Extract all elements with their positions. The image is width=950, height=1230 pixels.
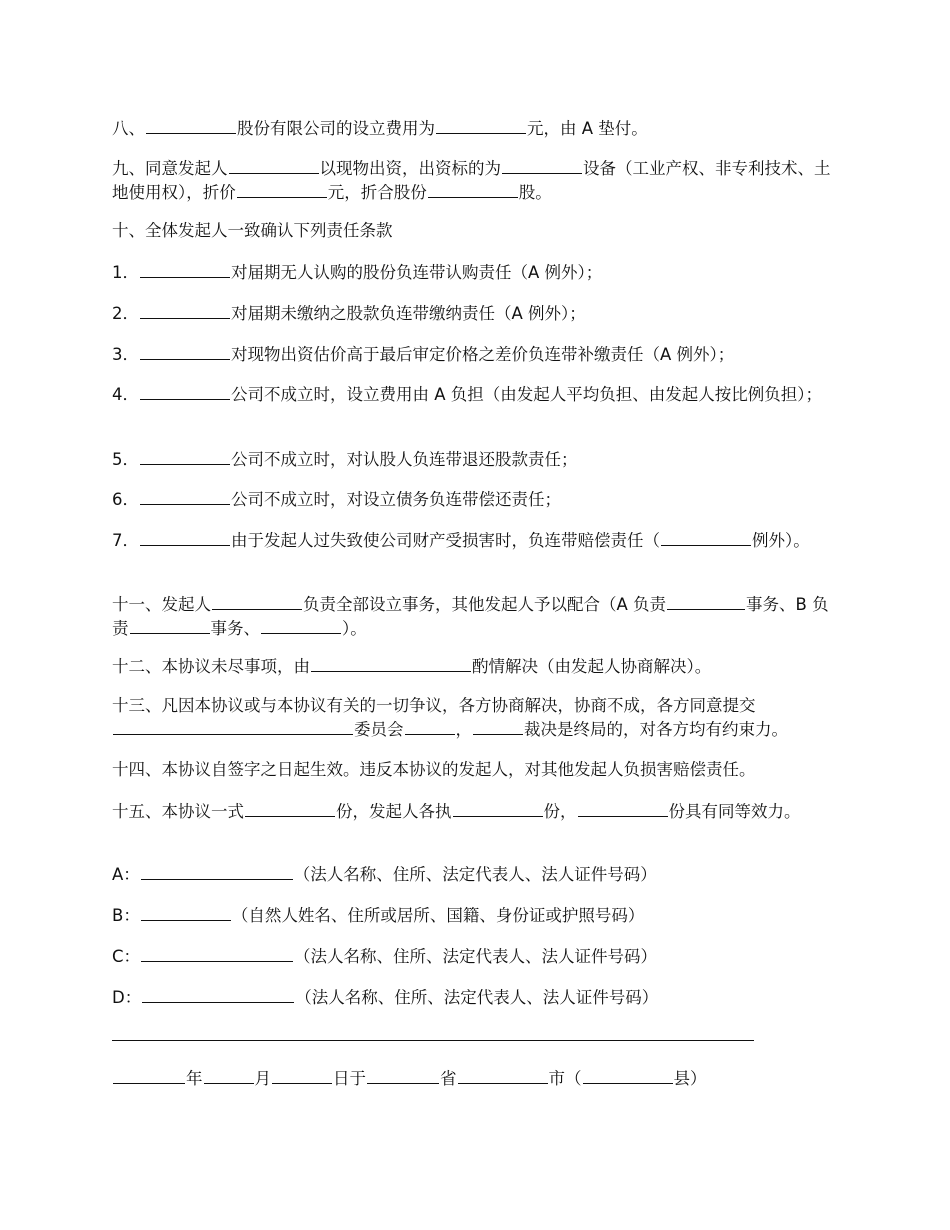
blank[interactable] <box>667 592 745 610</box>
blank[interactable] <box>436 116 526 134</box>
signatory-note: （法人名称、住所、法定代表人、法人证件号码） <box>293 865 657 884</box>
item-text: 对届期未缴纳之股款负连带缴纳责任（A 例外）； <box>231 304 586 323</box>
signatory-label: B： <box>112 906 140 925</box>
blank[interactable] <box>473 717 523 735</box>
province-label: 省 <box>440 1069 457 1088</box>
clause-9-text2: 设备（工业产权、非专利技术、土地使用权），折价 <box>112 159 831 202</box>
item-text: 公司不成立时，对设立债务负连带偿还责任； <box>231 490 561 509</box>
blank-day[interactable] <box>272 1066 332 1084</box>
blank[interactable] <box>140 528 230 546</box>
date-location-line <box>112 1066 842 1090</box>
blank[interactable] <box>428 180 518 198</box>
item-text: 公司不成立时，设立费用由 A 负担（由发起人平均负担、由发起人按比例负担）； <box>231 385 823 404</box>
clause-13 <box>112 695 842 741</box>
month-label: 月 <box>254 1069 271 1088</box>
signatory-c <box>112 944 842 968</box>
divider-line <box>112 1040 754 1041</box>
blank-month[interactable] <box>204 1066 254 1084</box>
clause-11-text2: 事务、B 负责 <box>112 595 829 638</box>
day-label: 日于 <box>333 1069 366 1088</box>
clause-11-text3: 事务、 <box>210 619 260 638</box>
signatory-label: A： <box>112 865 140 884</box>
item-4 <box>112 382 842 406</box>
clause-9-text: 以现物出资，出资标的为 <box>319 159 501 178</box>
blank[interactable] <box>141 903 231 921</box>
blank[interactable] <box>113 717 353 735</box>
signatory-a <box>112 862 842 886</box>
item-text: 公司不成立时，对认股人负连带退还股款责任； <box>231 450 578 469</box>
blank[interactable] <box>141 862 293 880</box>
item-6 <box>112 487 842 511</box>
clause-15-prefix: 十五、本协议一式 <box>112 802 244 821</box>
item-number: 3． <box>112 345 139 364</box>
clause-8 <box>112 116 842 140</box>
blank[interactable] <box>578 799 668 817</box>
blank[interactable] <box>229 156 319 174</box>
clause-8-end: 元，由 A 垫付。 <box>527 119 648 138</box>
item-7 <box>112 528 842 552</box>
clause-10: 十、全体发起人一致确认下列责任条款 <box>112 221 393 240</box>
clause-15-end: 份具有同等效力。 <box>668 802 801 821</box>
clause-13-text: 委员会 <box>354 720 404 739</box>
blank[interactable] <box>130 616 210 634</box>
blank-year[interactable] <box>113 1066 185 1084</box>
clause-15-text2: 份， <box>543 802 577 821</box>
item-text-end: 例外）。 <box>752 531 810 550</box>
clause-8-prefix: 八、 <box>112 119 145 138</box>
clause-15 <box>112 799 842 823</box>
clause-13-comma: ， <box>455 720 472 739</box>
clause-11-end: ）。 <box>342 619 367 638</box>
signatory-note: （法人名称、住所、法定代表人、法人证件号码） <box>295 988 659 1007</box>
blank[interactable] <box>261 616 341 634</box>
blank[interactable] <box>140 382 230 400</box>
item-5 <box>112 447 842 471</box>
clause-8-text: 股份有限公司的设立费用为 <box>237 119 435 138</box>
blank-county[interactable] <box>583 1066 673 1084</box>
blank[interactable] <box>661 528 751 546</box>
clause-11-prefix: 十一、发起人 <box>112 595 211 614</box>
clause-9-end: 股。 <box>518 183 552 202</box>
clause-11 <box>112 592 842 640</box>
blank[interactable] <box>237 180 327 198</box>
item-number: 5． <box>112 450 139 469</box>
blank[interactable] <box>405 717 455 735</box>
signatory-label: D： <box>112 988 142 1007</box>
signatory-note: （法人名称、住所、法定代表人、法人证件号码） <box>294 947 658 966</box>
blank[interactable] <box>245 799 335 817</box>
county-label: 县） <box>673 1069 707 1088</box>
clause-13-end: 裁决是终局的，对各方均有约束力。 <box>524 720 788 739</box>
blank[interactable] <box>142 985 294 1003</box>
clause-14: 十四、本协议自签字之日起生效。违反本协议的发起人，对其他发起人负损害赔偿责任。 <box>112 760 756 779</box>
clause-12-prefix: 十二、本协议未尽事项，由 <box>112 657 310 676</box>
item-text: 对现物出资估价高于最后审定价格之差价负连带补缴责任（A 例外）； <box>231 345 735 364</box>
blank[interactable] <box>311 654 471 672</box>
blank[interactable] <box>140 487 230 505</box>
signatory-d <box>112 985 842 1009</box>
signatory-b <box>112 903 842 927</box>
city-label: 市（ <box>548 1069 582 1088</box>
blank[interactable] <box>140 342 230 360</box>
item-text: 对届期无人认购的股份负连带认购责任（A 例外）； <box>231 263 603 282</box>
blank[interactable] <box>141 944 293 962</box>
item-3 <box>112 342 842 366</box>
blank[interactable] <box>140 447 230 465</box>
item-number: 7． <box>112 531 139 550</box>
item-text: 由于发起人过失致使公司财产受损害时，负连带赔偿责任（ <box>231 531 660 550</box>
clause-9 <box>112 156 842 204</box>
item-number: 2． <box>112 304 139 323</box>
clause-12 <box>112 654 842 678</box>
signatory-label: C： <box>112 947 141 966</box>
clause-9-prefix: 九、同意发起人 <box>112 159 228 178</box>
blank-province[interactable] <box>367 1066 439 1084</box>
item-number: 4． <box>112 385 139 404</box>
blank-city[interactable] <box>458 1066 548 1084</box>
clause-11-text: 负责全部设立事务，其他发起人予以配合（A 负责 <box>303 595 667 614</box>
blank[interactable] <box>140 301 230 319</box>
clause-15-text: 份，发起人各执 <box>336 802 452 821</box>
clause-12-end: 酌情解决（由发起人协商解决）。 <box>472 657 712 676</box>
blank[interactable] <box>502 156 582 174</box>
blank[interactable] <box>212 592 302 610</box>
item-number: 6． <box>112 490 139 509</box>
blank[interactable] <box>140 260 230 278</box>
year-label: 年 <box>186 1069 203 1088</box>
item-number: 1． <box>112 263 139 282</box>
clause-9-text3: 元，折合股份 <box>327 183 427 202</box>
item-1 <box>112 260 842 284</box>
item-2 <box>112 301 842 325</box>
clause-13-prefix: 十三、凡因本协议或与本协议有关的一切争议，各方协商解决，协商不成，各方同意提交 <box>112 696 756 715</box>
signatory-note: （自然人姓名、住所或居所、国籍、身份证或护照号码） <box>231 906 645 925</box>
blank[interactable] <box>146 116 236 134</box>
blank[interactable] <box>453 799 543 817</box>
